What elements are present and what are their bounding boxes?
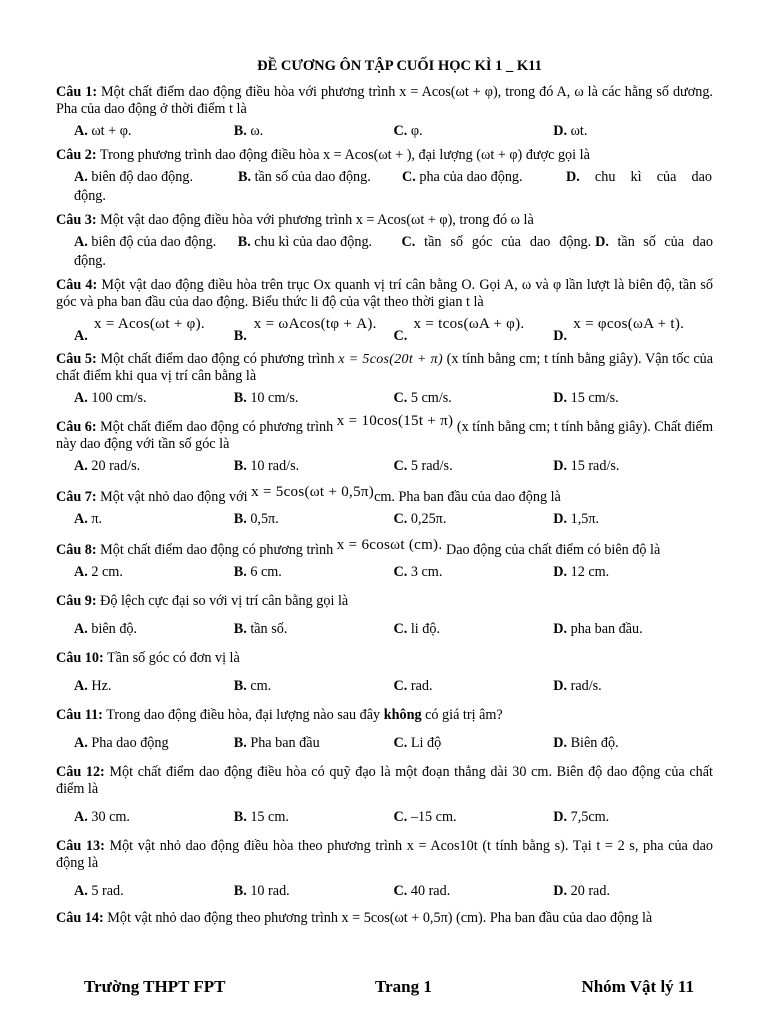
formula: x = tcos(ωA + φ). [413, 316, 525, 332]
question-5: Câu 5: Một chất điểm dao động có phương trình x = 5cos(20t + π) (x tính bằng cm; t tính bằng giây). Vận tốc của chất điểm khi qua vị trí cân bằng là [56, 351, 714, 384]
footer-page-number: Trang 1 [375, 977, 432, 996]
option-d[interactable]: D. pha ban đầu. [553, 621, 643, 637]
option-c[interactable]: C. 5 rad/s. [393, 458, 453, 474]
option-c[interactable]: C. 5 cm/s. [393, 390, 452, 406]
question-label: Câu 13: [56, 838, 105, 854]
emphasis: không [383, 707, 422, 723]
option-a[interactable]: A. 2 cm. [74, 564, 123, 580]
option-d[interactable]: D. tần số của dao [595, 234, 713, 250]
option-b[interactable]: B. 15 cm. [233, 809, 289, 825]
question-4 [56, 277, 713, 311]
options-1 [74, 123, 713, 140]
question-text: Một vật dao động điều hòa với phương trình x = Acos(ωt + φ), trong đó ω là [100, 212, 534, 228]
option-c[interactable]: C. rad. [393, 678, 433, 694]
page-footer [84, 978, 694, 995]
question-text: Trong phương trình dao động điều hòa x = Acos(ωt + ), đại lượng (ωt + φ) được gọi là [99, 147, 590, 163]
option-a[interactable]: A. Hz. [74, 678, 112, 694]
option-c[interactable]: C. φ. [393, 123, 423, 139]
option-b[interactable]: B. Pha ban đầu [233, 735, 320, 751]
question-label: Câu 5: [56, 351, 97, 367]
option-b[interactable]: B. chu kì của dao động. [237, 234, 373, 250]
option-b[interactable]: B. tần số. [233, 621, 288, 637]
option-b[interactable]: B. cm. [233, 678, 272, 694]
question-12 [56, 764, 713, 798]
question-label: Câu 11: [56, 707, 103, 723]
question-text: Một vật dao động điều hòa trên trục Ox quanh vị trí cân bằng O. Gọi A, ω và φ lần lượt là biên độ, tần số góc và pha ban đầu của dao động. Biểu thức li độ của vật theo thời gian t là [56, 277, 714, 310]
option-d[interactable]: D. 15 rad/s. [553, 458, 620, 474]
question-text: Tần số góc có đơn vị là [107, 650, 240, 666]
option-continuation: động. [74, 253, 106, 269]
option-c[interactable]: C. tần số góc của dao động. [401, 234, 592, 250]
option-a[interactable]: A. biên độ. [74, 621, 138, 637]
question-1 [56, 84, 713, 118]
option-a[interactable]: A. biên độ của dao động. [74, 234, 217, 250]
question-text: Một chất điểm dao động điều hòa với phương trình x = Acos(ωt + φ), trong đó A, ω là các hằng số dương. Pha của dao động ở thời điểm t là [56, 84, 713, 117]
option-c[interactable]: C. Li độ [393, 735, 442, 751]
option-c[interactable]: C. x = tcos(ωA + φ). [393, 316, 525, 344]
option-a[interactable]: A. Pha dao động [74, 735, 169, 751]
question-8: Câu 8: Một chất điểm dao động có phương trình x = 6cosωt (cm). Dao động của chất điểm có biên độ là [56, 537, 661, 558]
question-10 [56, 650, 713, 667]
document-body [56, 58, 713, 932]
formula: x = 5cos(20t + π) [338, 352, 443, 367]
options-3 [74, 234, 713, 251]
option-a[interactable]: A. 5 rad. [74, 883, 124, 899]
option-d[interactable]: D. 20 rad. [553, 883, 610, 899]
formula: x = ωAcos(tφ + A). [253, 316, 377, 332]
option-c[interactable]: C. li độ. [393, 621, 441, 637]
option-d[interactable]: D. x = φcos(ωA + t). [553, 316, 685, 344]
question-label: Câu 8: [56, 542, 97, 558]
question-label: Câu 7: [56, 489, 97, 505]
document-title: ĐỀ CƯƠNG ÔN TẬP CUỐI HỌC KÌ 1 _ K11 [257, 58, 542, 74]
option-d[interactable]: D. chu kì của dao [566, 169, 712, 185]
option-b[interactable]: B. x = ωAcos(tφ + A). [233, 316, 377, 344]
question-label: Câu 1: [56, 84, 98, 100]
options-11 [74, 735, 713, 752]
options-5 [74, 390, 713, 407]
option-c[interactable]: C. 0,25π. [393, 511, 447, 527]
option-c[interactable]: C. 3 cm. [393, 564, 443, 580]
question-label: Câu 2: [56, 147, 97, 163]
option-d[interactable]: D. ωt. [553, 123, 588, 139]
option-d[interactable]: D. 7,5cm. [553, 809, 610, 825]
question-label: Câu 9: [56, 593, 97, 609]
option-d[interactable]: D. Biên độ. [553, 735, 619, 751]
options-6 [74, 458, 713, 475]
question-label: Câu 10: [56, 650, 104, 666]
formula: x = 5cos(ωt + 0,5π) [251, 484, 375, 500]
options-8 [74, 564, 713, 581]
options-10 [74, 678, 713, 695]
options-9 [74, 621, 713, 638]
question-13 [56, 838, 713, 872]
formula: x = 6cosωt (cm). [336, 537, 443, 553]
question-14 [56, 910, 713, 927]
option-d[interactable]: D. 12 cm. [553, 564, 610, 580]
question-text: Độ lệch cực đại so với vị trí cân bằng gọi là [100, 593, 349, 609]
option-b[interactable]: B. tần số của dao động. [238, 169, 371, 185]
question-label: Câu 4: [56, 277, 98, 293]
option-c[interactable]: C. pha của dao động. [402, 169, 523, 185]
option-d[interactable]: D. 15 cm/s. [553, 390, 619, 406]
options-2 [74, 169, 713, 186]
option-a[interactable]: A. ωt + φ. [74, 123, 132, 139]
formula: x = 10cos(15t + π) [336, 413, 454, 429]
option-a[interactable]: A. x = Acos(ωt + φ). [74, 316, 205, 344]
question-9 [56, 593, 713, 610]
option-a[interactable]: A. biên độ dao động. [74, 169, 194, 185]
options-12 [74, 809, 713, 826]
question-text: Một vật nhỏ dao động theo phương trình x = 5cos(ωt + 0,5π) (cm). Pha ban đầu của dao động là [107, 910, 653, 926]
question-6: Câu 6: Một chất điểm dao động có phương trình x = 10cos(15t + π) (x tính bằng cm; t tính bằng giây). Chất điểm này dao động với tần số góc là [56, 413, 714, 452]
question-2 [56, 147, 713, 164]
option-b[interactable]: B. ω. [233, 123, 264, 139]
option-c[interactable]: C. –15 cm. [393, 809, 457, 825]
option-d[interactable]: D. 1,5π. [553, 511, 600, 527]
option-b[interactable]: B. 10 cm/s. [233, 390, 299, 406]
question-7: Câu 7: Một vật nhỏ dao động với x = 5cos(ωt + 0,5π)cm. Pha ban đầu của dao động là [56, 484, 561, 505]
option-b[interactable]: B. 10 rad. [233, 883, 290, 899]
option-continuation: động. [74, 188, 106, 204]
question-11: Câu 11: Trong dao động điều hòa, đại lượng nào sau đây không có giá trị âm? [56, 707, 503, 723]
options-7 [74, 511, 713, 528]
option-b[interactable]: B. 10 rad/s. [233, 458, 300, 474]
option-a[interactable]: A. 30 cm. [74, 809, 130, 825]
question-text: Một vật nhỏ dao động điều hòa theo phương trình x = Acos10t (t tính bằng s). Tại t = 2 s, pha của dao động là [56, 838, 713, 871]
formula: x = Acos(ωt + φ). [94, 316, 205, 332]
question-label: Câu 6: [56, 419, 97, 435]
options-4 [74, 316, 713, 344]
option-a[interactable]: A. π. [74, 511, 103, 527]
question-3 [56, 212, 713, 229]
formula: x = φcos(ωA + t). [573, 316, 685, 332]
footer-school: Trường THPT FPT [84, 977, 226, 996]
question-label: Câu 14: [56, 910, 104, 926]
option-a[interactable]: A. 20 rad/s. [74, 458, 141, 474]
options-13 [74, 883, 713, 900]
option-b[interactable]: B. 0,5π. [233, 511, 279, 527]
option-a[interactable]: A. 100 cm/s. [74, 390, 147, 406]
option-c[interactable]: C. 40 rad. [393, 883, 451, 899]
question-text: Một chất điểm dao động điều hòa có quỹ đạo là một đoạn thẳng dài 30 cm. Biên độ dao động của chất điểm là [56, 764, 713, 797]
question-label: Câu 3: [56, 212, 97, 228]
footer-group: Nhóm Vật lý 11 [581, 977, 694, 996]
option-b[interactable]: B. 6 cm. [233, 564, 282, 580]
question-label: Câu 12: [56, 764, 105, 780]
option-d[interactable]: D. rad/s. [553, 678, 602, 694]
